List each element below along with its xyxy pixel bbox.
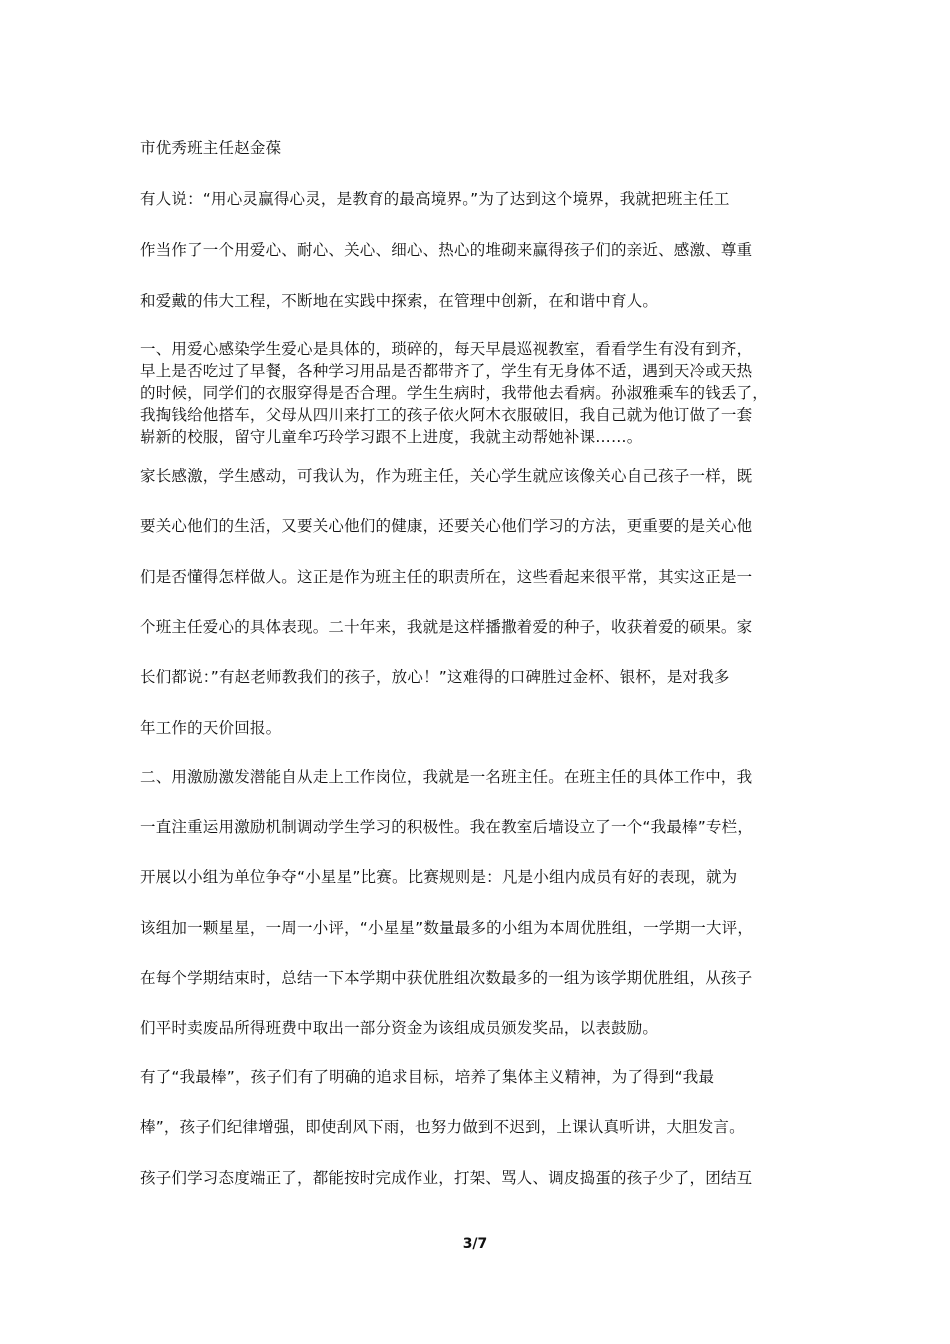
intro-line: 作当作了一个用爱心、耐心、关心、细心、热心的堆砌来赢得孩子们的亲近、感激、尊重 [140,241,753,259]
section1-line: 的时候，同学们的衣服穿得是否合理。学生生病时，我带他去看病。孙淑雅乘车的钱丢了， [140,384,769,402]
section1-continued-line: 要关心他们的生活，又要关心他们的健康，还要关心他们学习的方法，更重要的是关心他 [140,517,753,535]
section2-line: 在每个学期结束时，总结一下本学期中获优胜组次数最多的一组为该学期优胜组，从孩子 [140,969,753,987]
page-number: 3/7 [462,1236,488,1252]
section1-continued-line: 个班主任爱心的具体表现。二十年来，我就是这样播撒着爱的种子，收获着爱的硕果。家 [140,618,753,636]
section3-line: 孩子们学习态度端正了，都能按时完成作业，打架、骂人、调皮捣蛋的孩子少了，团结互 [140,1169,753,1187]
section1-continued-line: 长们都说：”有赵老师教我们的孩子，放心！”这难得的口碑胜过金杯、银杯，是对我多 [140,668,730,686]
section1-line: 一、用爱心感染学生爱心是具体的，琐碎的，每天早晨巡视教室，看看学生有没有到齐， [140,340,753,358]
section1-line: 早上是否吃过了早餐，各种学习用品是否都带齐了，学生有无身体不适，遇到天冷或天热 [140,362,753,380]
section2-line: 开展以小组为单位争夺“小星星”比赛。比赛规则是：凡是小组内成员有好的表现，就为 [140,868,738,886]
section1-continued-line: 们是否懂得怎样做人。这正是作为班主任的职责所在，这些看起来很平常，其实这正是一 [140,568,753,586]
section3-line: 棒”，孩子们纪律增强，即使刮风下雨，也努力做到不迟到，上课认真听讲，大胆发言。 [140,1118,745,1136]
section3-line: 有了“我最棒”，孩子们有了明确的追求目标，培养了集体主义精神，为了得到“我最 [140,1068,715,1086]
section2-line: 们平时卖废品所得班费中取出一部分资金为该组成员颁发奖品，以表鼓励。 [140,1019,659,1037]
section1-line: 崭新的校服，留守儿童牟巧玲学习跟不上进度，我就主动帮她补课……。 [140,428,643,446]
intro-line: 和爱戴的伟大工程，不断地在实践中探索，在管理中创新，在和谐中育人。 [140,292,659,310]
section2-line: 该组加一颗星星，一周一小评，“小星星”数量最多的小组为本周优胜组，一学期一大评， [140,919,754,937]
section1-line: 我掏钱给他搭车，父母从四川来打工的孩子依火阿木衣服破旧，我自己就为他订做了一套 [140,406,753,424]
section1-continued-line: 家长感激，学生感动，可我认为，作为班主任，关心学生就应该像关心自己孩子一样，既 [140,467,753,485]
section2-line: 一直注重运用激励机制调动学生学习的积极性。我在教室后墙设立了一个“我最棒”专栏， [140,818,754,836]
section1-paragraph [140,338,830,448]
section1-continued-line: 年工作的天价回报。 [140,719,282,737]
intro-line: 有人说：“用心灵赢得心灵，是教育的最高境界。”为了达到这个境界，我就把班主任工 [140,190,730,208]
section2-line: 二、用激励激发潜能自从走上工作岗位，我就是一名班主任。在班主任的具体工作中，我 [140,768,753,786]
document-title: 市优秀班主任赵金葆 [140,139,282,157]
